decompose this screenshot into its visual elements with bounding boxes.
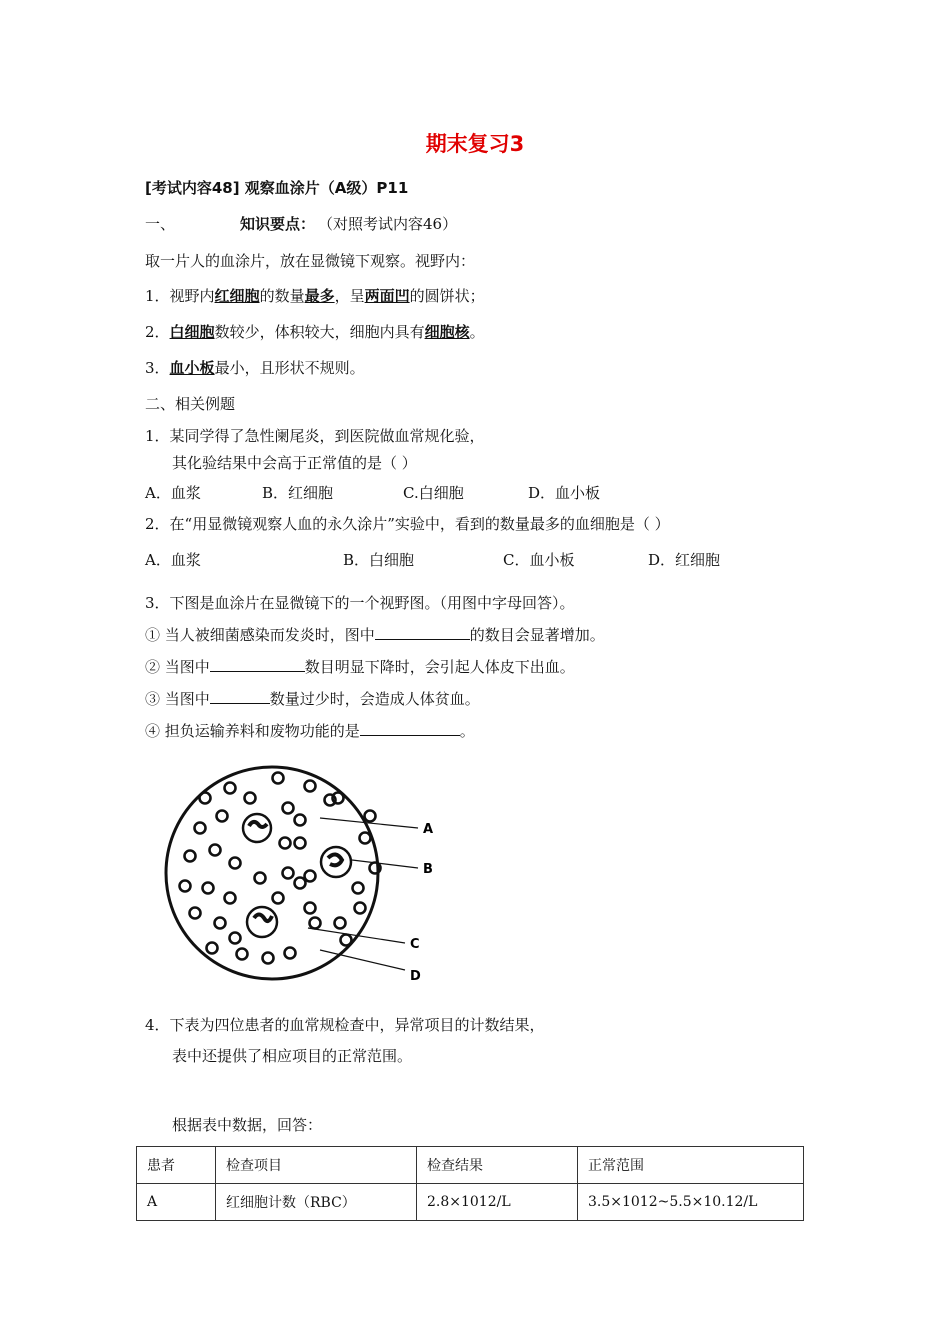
answer-blank[interactable]	[210, 689, 270, 704]
table-header-cell: 检查项目	[216, 1147, 417, 1184]
figure-label-a: A	[423, 822, 434, 837]
answer-blank[interactable]	[375, 625, 470, 640]
red-blood-cell	[215, 918, 226, 929]
figure-label-b: B	[423, 862, 433, 877]
red-blood-cell	[295, 878, 306, 889]
section-header: [考试内容48] 观察血涂片（A级）P11	[145, 179, 409, 197]
keyword: 细胞核	[424, 323, 470, 341]
q1-option-b: B．红细胞	[262, 484, 334, 502]
red-blood-cell	[305, 903, 316, 914]
table-cell: 红细胞计数（RBC）	[216, 1184, 417, 1221]
red-blood-cell	[255, 873, 266, 884]
q3-sub-3	[145, 688, 480, 709]
knowledge-item-1	[145, 285, 485, 306]
keyword: 血小板	[169, 359, 215, 377]
red-blood-cell	[217, 811, 228, 822]
table-row	[137, 1184, 804, 1221]
q3-sub-text: ② 当图中	[145, 658, 210, 676]
item-text: 3．	[145, 359, 170, 377]
table-cell: A	[137, 1184, 216, 1221]
answer-blank[interactable]	[360, 721, 460, 736]
blood-smear-figure	[160, 758, 450, 988]
q1-option-a: A．血浆	[145, 484, 201, 502]
part1-intro: 取一片人的血涂片，放在显微镜下观察。视野内：	[145, 252, 476, 270]
blood-test-table	[136, 1146, 804, 1221]
white-blood-cell	[243, 814, 271, 842]
red-blood-cell	[365, 811, 376, 822]
q3-sub-text: 的数目会显著增加。	[469, 626, 605, 644]
table-header-row	[137, 1147, 804, 1184]
red-blood-cell	[305, 871, 316, 882]
figure-label-d: D	[410, 969, 421, 984]
q3-sub-2	[145, 656, 575, 677]
item-text: 的数量	[259, 287, 305, 305]
red-blood-cell	[273, 773, 284, 784]
q3-sub-text: ① 当人被细菌感染而发炎时，图中	[145, 626, 375, 644]
keyword: 两面凹	[364, 287, 410, 305]
red-blood-cell	[305, 781, 316, 792]
q2-option-c: C．血小板	[503, 551, 575, 569]
red-blood-cell	[180, 881, 191, 892]
q3-sub-text: 。	[459, 722, 475, 740]
part2-heading: 二、相关例题	[145, 395, 236, 413]
red-blood-cell	[207, 943, 218, 954]
red-blood-cell	[355, 903, 366, 914]
q1-option-c: C.白细胞	[403, 484, 464, 502]
red-blood-cell	[285, 948, 296, 959]
red-blood-cell	[190, 908, 201, 919]
figure-label-c: C	[410, 937, 420, 952]
red-blood-cell	[230, 858, 241, 869]
q1-option-d: D．血小板	[528, 484, 601, 502]
q2-line1: 2．在“用显微镜观察人血的永久涂片”实验中，看到的数量最多的血细胞是（ ）	[145, 515, 670, 533]
q4-line1: 4．下表为四位患者的血常规检查中，异常项目的计数结果，	[145, 1016, 545, 1034]
red-blood-cell	[263, 953, 274, 964]
table-header-cell: 患者	[137, 1147, 216, 1184]
item-text: 2．	[145, 323, 170, 341]
q3-sub-text: 数目明显下降时，会引起人体皮下出血。	[304, 658, 575, 676]
q2-option-d: D．红细胞	[648, 551, 721, 569]
item-text: 1．视野内	[145, 287, 215, 305]
red-blood-cell	[360, 833, 371, 844]
page-title: 期末复习3	[425, 132, 525, 156]
pointer-line-c	[308, 928, 405, 943]
red-blood-cell	[210, 845, 221, 856]
keyword: 红细胞	[214, 287, 260, 305]
red-blood-cell	[283, 868, 294, 879]
pointer-line-a	[320, 818, 418, 828]
keyword: 最多	[304, 287, 335, 305]
q2-option-b: B．白细胞	[343, 551, 415, 569]
pointer-line-b	[352, 860, 418, 868]
q3-sub-text: ④ 担负运输养料和废物功能的是	[145, 722, 360, 740]
q3-sub-text: ③ 当图中	[145, 690, 210, 708]
table-header-cell: 正常范围	[578, 1147, 804, 1184]
table-cell: 3.5×1012~5.5×10.12/L	[578, 1184, 804, 1221]
item-text: 最小，且形状不规则。	[214, 359, 365, 377]
red-blood-cell	[341, 935, 352, 946]
keyword: 白细胞	[169, 323, 215, 341]
q2-option-a: A．血浆	[145, 551, 201, 569]
red-blood-cell	[310, 918, 321, 929]
red-blood-cell	[230, 933, 241, 944]
red-blood-cell	[185, 851, 196, 862]
item-text: 。	[469, 323, 485, 341]
red-blood-cell	[273, 893, 284, 904]
white-blood-cell	[321, 847, 351, 877]
table-cell: 2.8×1012/L	[417, 1184, 578, 1221]
q3-sub-4	[145, 720, 475, 741]
red-blood-cell	[225, 893, 236, 904]
red-blood-cell	[195, 823, 206, 834]
red-blood-cell	[353, 883, 364, 894]
q3-sub-1	[145, 624, 605, 645]
part1-heading: 知识要点：	[240, 215, 316, 233]
part1-note: （对照考试内容46）	[318, 215, 458, 233]
q4-line3: 根据表中数据，回答：	[172, 1116, 323, 1134]
red-blood-cell	[225, 783, 236, 794]
knowledge-item-3	[145, 357, 365, 378]
part1-number: 一、	[145, 215, 176, 233]
q1-line2: 其化验结果中会高于正常值的是（ ）	[172, 454, 417, 472]
red-blood-cell	[245, 793, 256, 804]
knowledge-item-2	[145, 321, 485, 342]
q4-line2: 表中还提供了相应项目的正常范围。	[172, 1047, 413, 1065]
item-text: 的圆饼状；	[409, 287, 485, 305]
red-blood-cell	[280, 838, 291, 849]
answer-blank[interactable]	[210, 657, 305, 672]
q3-line1: 3．下图是血涂片在显微镜下的一个视野图。（用图中字母回答）。	[145, 594, 575, 612]
red-blood-cell	[203, 883, 214, 894]
q1-line1: 1．某同学得了急性阑尾炎，到医院做血常规化验，	[145, 427, 485, 445]
red-blood-cell	[295, 815, 306, 826]
red-blood-cell	[237, 949, 248, 960]
table-header-cell: 检查结果	[417, 1147, 578, 1184]
red-blood-cell	[283, 803, 294, 814]
red-blood-cell	[200, 793, 211, 804]
item-text: 数较少，体积较大，细胞内具有	[214, 323, 425, 341]
red-blood-cell	[295, 838, 306, 849]
q3-sub-text: 数量过少时，会造成人体贫血。	[269, 690, 480, 708]
item-text: ，呈	[334, 287, 365, 305]
white-blood-cell	[247, 907, 277, 937]
red-blood-cell	[335, 918, 346, 929]
